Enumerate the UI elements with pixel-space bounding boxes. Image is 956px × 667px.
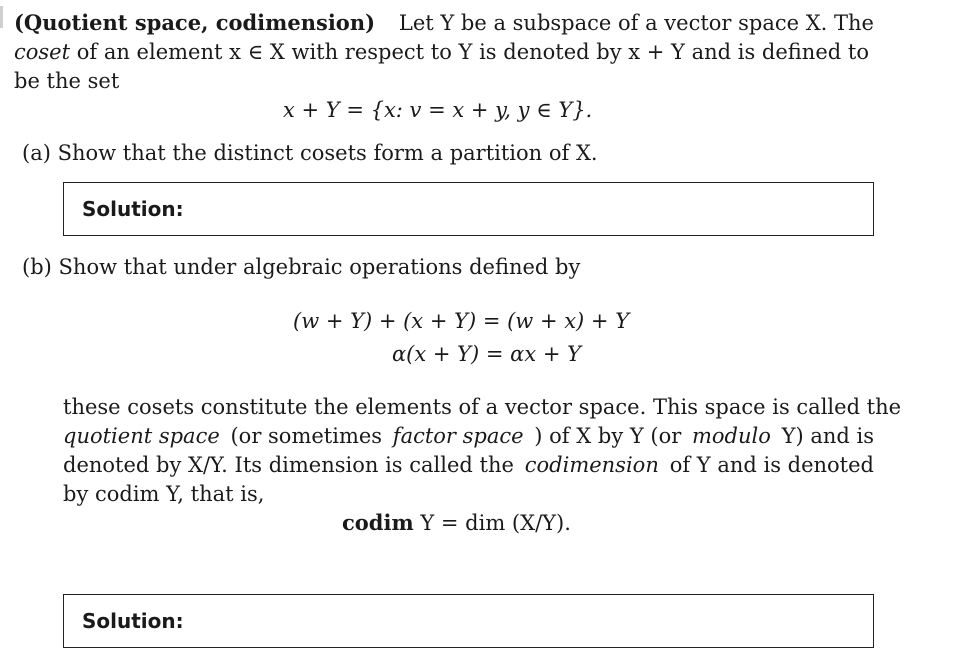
paragraph-line-2 (63, 422, 874, 450)
coset-set-equation: x + Y = {x: v = x + y, y ∈ Y}. (283, 98, 593, 122)
intro-line-2 (14, 38, 874, 66)
solution-box-a[interactable] (63, 182, 874, 236)
factor-space-term: factor space (392, 424, 524, 448)
scalar-equation: α(x + Y) = αx + Y (392, 342, 581, 366)
addition-equation: (w + Y) + (x + Y) = (w + x) + Y (293, 309, 630, 333)
p2-and-is: Y) and is (781, 424, 874, 448)
quotient-space-term: quotient space (63, 424, 220, 448)
p2-of-x-by-y: ) of X by Y (or (534, 424, 682, 448)
coset-term: coset (14, 40, 71, 64)
paragraph-line-4: by codim Y, that is, (63, 482, 265, 506)
solution-a-label: Solution: (82, 197, 184, 221)
part-a-text: Show that the distinct cosets form a partition of X. (57, 141, 598, 165)
intro-line-1 (14, 9, 874, 37)
solution-box-b[interactable] (63, 594, 874, 648)
part-b-label: (b) (22, 255, 52, 279)
part-a-label: (a) (22, 141, 51, 165)
part-a (22, 139, 598, 167)
modulo-term: modulo (692, 424, 771, 448)
codimension-term: codimension (524, 453, 659, 477)
p3-and-is-denoted: of Y and is denoted (669, 453, 874, 477)
solution-b-label: Solution: (82, 609, 184, 633)
paragraph-line-1: these cosets constitute the elements of a vector space. This space is called the (63, 395, 902, 419)
codim-bold: codim (342, 510, 414, 535)
codim-equation (342, 509, 571, 537)
problem-title: (Quotient space, codimension) (14, 10, 376, 35)
part-b-text: Show that under algebraic operations defined by (58, 255, 581, 279)
margin-marker (0, 6, 3, 28)
codim-rest: Y = dim (X/Y). (420, 511, 571, 535)
p2-or-sometimes: (or sometimes (230, 424, 383, 448)
intro-line-1-rest: Let Y be a subspace of a vector space X. The (398, 11, 874, 35)
part-b (22, 253, 580, 281)
intro-line-2-rest: of an element x ∈ X with respect to Y is denoted by x + Y and is defined to (76, 40, 869, 64)
paragraph-line-3 (63, 451, 874, 479)
intro-line-3: be the set (14, 69, 120, 93)
p3-denoted-by: denoted by X/Y. Its dimension is called the (63, 453, 514, 477)
